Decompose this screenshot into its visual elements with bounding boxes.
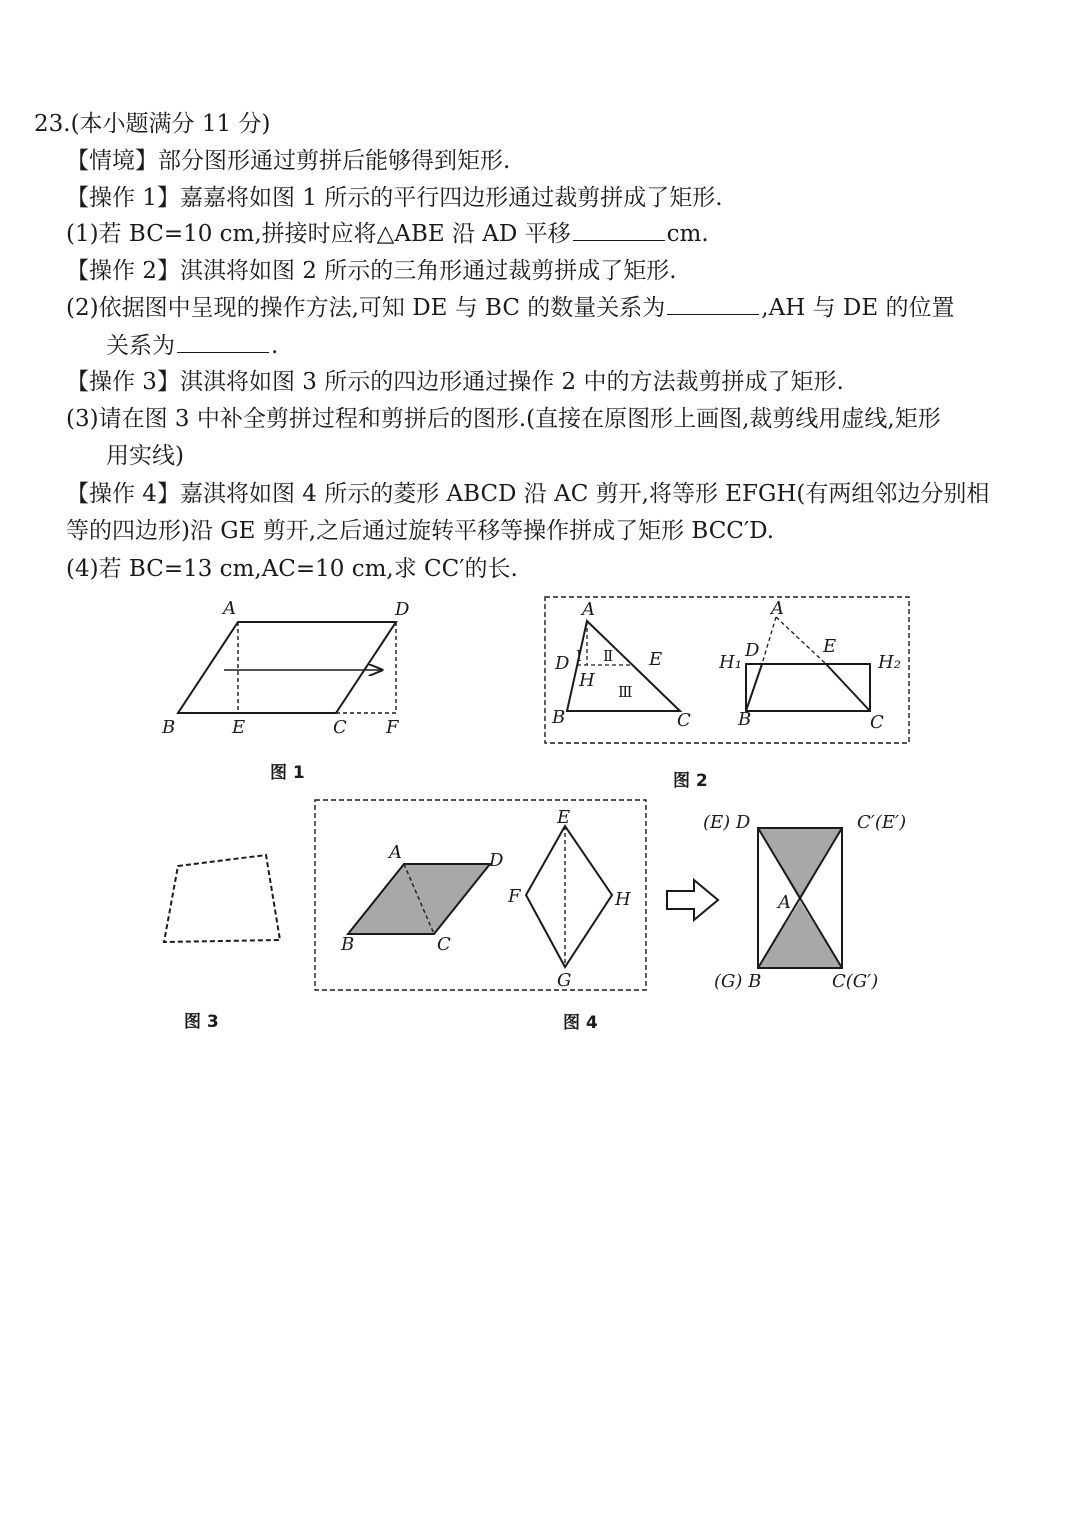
q4-line: (4)若 BC=13 cm,AC=10 cm,求 CC′的长. — [66, 556, 518, 582]
fig4-label-e: E — [557, 807, 571, 828]
fig4-label-b: B — [341, 934, 355, 955]
fig2-r-label-h1: H₁ — [719, 652, 742, 673]
fig2-label-d: D — [555, 653, 570, 674]
context-line: 【情境】部分图形通过剪拼后能够得到矩形. — [66, 148, 511, 174]
fig2-r-label-h2: H₂ — [878, 652, 901, 673]
fig4-label-d: D — [489, 850, 504, 871]
fig1-label-a: A — [223, 598, 236, 619]
q3-line-2: 用实线) — [106, 443, 184, 469]
fig4-result-label-cg: C(G′) — [832, 971, 879, 992]
fig4-result-label-gb: (G) B — [714, 971, 762, 992]
fig2-label-h: H — [579, 670, 595, 691]
fig4-result-label-ed: (E) D — [703, 812, 751, 833]
fig2-r-label-d: D — [745, 640, 760, 661]
q2-text: (2)依据图中呈现的操作方法,可知 DE 与 BC 的数量关系为 — [66, 295, 666, 321]
operation-3-line: 【操作 3】淇淇将如图 3 所示的四边形通过操作 2 中的方法裁剪拼成了矩形. — [66, 369, 844, 395]
fig1-label-c: C — [333, 717, 347, 738]
operation-4-line-2: 等的四边形)沿 GE 剪开,之后通过旋转平移等操作拼成了矩形 BCC′D. — [66, 518, 775, 544]
q1-unit: cm. — [666, 221, 709, 247]
fig3-quadrilateral — [164, 855, 280, 942]
fig2-label-e: E — [649, 649, 663, 670]
fig4-label-g: G — [557, 970, 572, 991]
fig2-region-iii: Ⅲ — [618, 683, 633, 701]
fig2-r-label-a: A — [771, 598, 784, 619]
q2-text-3: 关系为 — [106, 333, 175, 359]
fig1-label-d: D — [395, 599, 410, 620]
question-header: 23.(本小题满分 11 分) — [34, 111, 271, 137]
fig4-caption: 图 4 — [563, 1013, 598, 1033]
fig1-label-f: F — [386, 717, 399, 738]
operation-2-line: 【操作 2】淇淇将如图 2 所示的三角形通过裁剪拼成了矩形. — [66, 258, 677, 284]
q2-end: . — [271, 333, 279, 359]
fig2-region-ii: Ⅱ — [603, 647, 614, 665]
q2-text-2: ,AH 与 DE 的位置 — [761, 295, 955, 321]
fig2-label-c: C — [677, 710, 691, 731]
fig2-label-b: B — [552, 707, 566, 728]
fig4-result-label-ce: C′(E′) — [857, 812, 907, 833]
fig2-r-label-e: E — [823, 636, 837, 657]
fig4-kite — [526, 826, 612, 967]
fig1-label-b: B — [162, 717, 176, 738]
fig4-result-rectangle — [758, 828, 842, 968]
fig4-dashed-frame — [315, 800, 646, 990]
fig4-label-a: A — [389, 842, 402, 863]
fig4-label-h: H — [615, 889, 631, 910]
fig4-label-c: C — [437, 934, 451, 955]
operation-1-line: 【操作 1】嘉嘉将如图 1 所示的平行四边形通过裁剪拼成了矩形. — [66, 185, 723, 211]
fig4-transform-arrow — [667, 880, 718, 920]
fig2-r-label-c: C — [870, 712, 884, 733]
fig4-result-label-a: A — [778, 892, 791, 913]
q3-line: (3)请在图 3 中补全剪拼过程和剪拼后的图形.(直接在原图形上画图,裁剪线用虚线,矩形 — [66, 406, 941, 432]
fig1-parallelogram — [178, 622, 396, 713]
fig3-caption: 图 3 — [184, 1012, 219, 1032]
figure-1 — [178, 622, 396, 713]
fig4-label-f: F — [508, 886, 521, 907]
fig2-r-label-b: B — [738, 709, 752, 730]
fig1-caption: 图 1 — [270, 763, 305, 783]
fig1-label-e: E — [232, 717, 246, 738]
fig4-rhombus — [348, 864, 490, 934]
q1-text: (1)若 BC=10 cm,拼接时应将△ABE 沿 AD 平移 — [66, 221, 571, 247]
operation-4-line: 【操作 4】嘉淇将如图 4 所示的菱形 ABCD 沿 AC 剪开,将等形 EFGH(有两组邻边分别相 — [66, 481, 990, 507]
fig2-caption: 图 2 — [673, 771, 708, 791]
fig2-label-a: A — [582, 599, 595, 620]
fig2-region-i: Ⅰ — [576, 647, 582, 665]
fig2-right-rect — [746, 617, 870, 711]
